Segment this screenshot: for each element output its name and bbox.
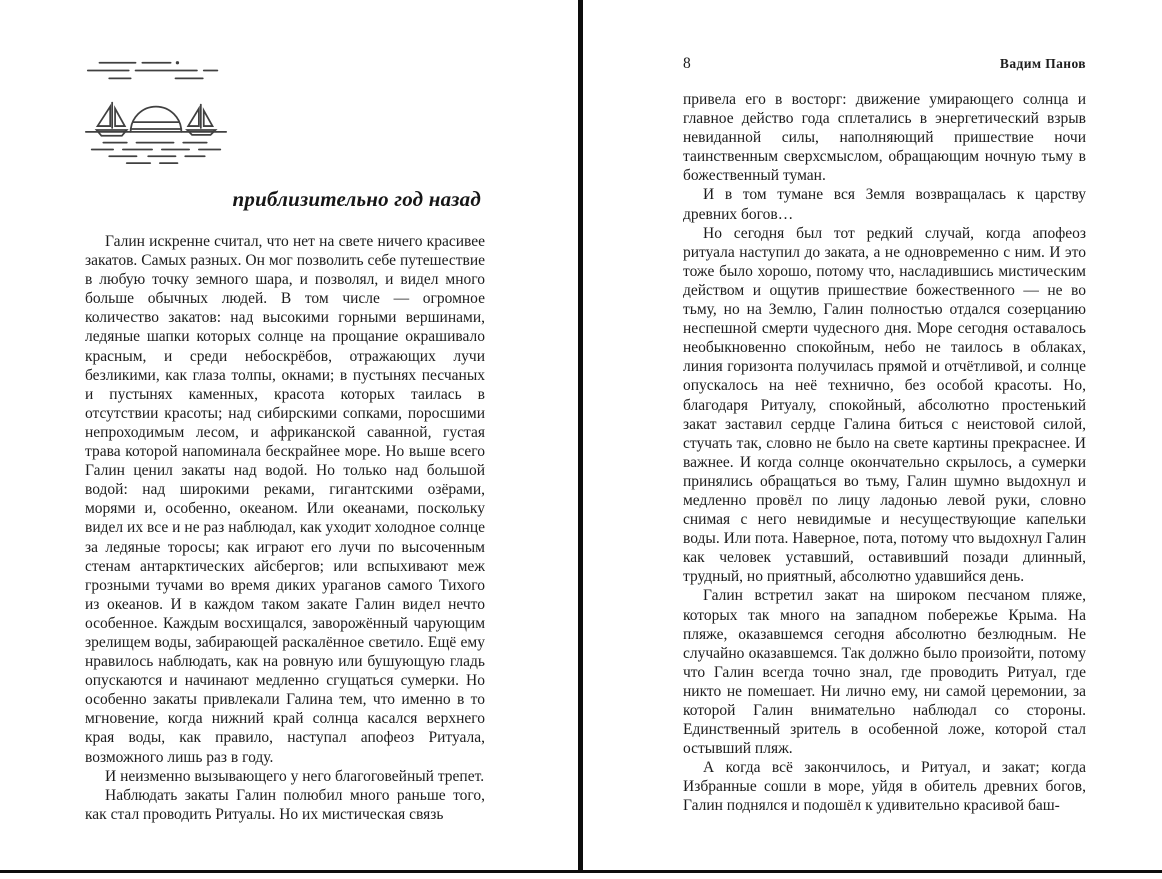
paragraph: Наблюдать закаты Галин полюбил много раньше того, как стал проводить Ритуалы. Но их мистическая связь — [85, 786, 485, 823]
paragraph: И в том тумане вся Земля возвращалась к царству древних богов… — [683, 186, 1086, 223]
left-page-body — [85, 232, 485, 824]
paragraph: Но сегодня был тот редкий случай, когда апофеоз ритуала наступил до заката, а не одновременно с ним. И это тоже было хорошо, потому что, насладившись мистическим действом и ощутив пришествие божественного — не во тьму, но на Землю, Галин полностью отдался созерцанию неспешной смерти чудесного дня. Море сегодня оставалось необыкновенно спокойным, небо не таилось в облаках, линия горизонта получилась прямой и отчётливой, и солнце опускалось на неё технично, без особой красоты. Но, благодаря Ритуалу, спокойный, абсолютно простенький закат заставил сердце Галина биться с неистовой силой, стучать так, словно не было на свете картины прекраснее. И важнее. И когда солнце окончательно скрылось, а сумерки принялись обращаться во тьму, Галин шумно выдохнул и медленно провёл по лицу ладонью левой руки, словно снимая с него невидимые и несуществующие капельки воды. Или пота. Наверное, пота, потому что выдохнул Галин как человек уставший, оставивший позади длинный, трудный, но приятный, абсолютно удавшийся день. — [683, 224, 1086, 586]
paragraph: Галин искренне считал, что нет на свете ничего красивее закатов. Самых разных. Он мог позволить себе путешествие в любую точку земного шара, и позволял, и видел много больше обычных людей. В том числе — огромное количество закатов: над высокими горными вершинами, ледяные шапки которых солнце на прощание окрашивало красным, и среди небоскрёбов, отражающих лучи безликими, как глаза толпы, окнами; в пустынях песчаных и пустынях каменных, красота которых таилась в отсутствии красоты; над сибирскими сопками, поросшими непроходимым лесом, и африканской саванной, густая трава которой напоминала бескрайнее море. Но выше всего Галин ценил закаты над водой. Но только над большой водой: над широкими реками, гигантскими озёрами, морями и, особенно, океаном. Или океанами, поскольку видел их все и не раз наблюдал, как уходит холодное солнце за ледяные торосы; как играют его лучи по высоченным стенам антарктических айсбергов; или вспыхивают меж грозными тучами во время диких ураганов самого Тихого из океанов. И в каждом таком закате Галин видел нечто особенное. Каждым восхищался, заворожённый чарующим зрелищем воды, забирающей раскалённое светило. Ещё ему нравилось наблюдать, как на ровную или бушующую гладь опускаются и начинают медленно сгущаться сумерки. Но особенно закаты привлекали Галина тем, что именно в то мгновение, когда нижний край солнца касался верхнего края воды, как правило, наступал апофеоз Ритуала, возможного лишь раз в году. — [85, 233, 485, 766]
page-left — [85, 0, 485, 824]
sunset-sailboats-illustration — [80, 52, 232, 167]
running-header — [683, 55, 1086, 73]
paragraph: А когда всё закончилось, и Ритуал, и закат; когда Избранные сошли в море, уйдя в обитель древних богов, Галин поднялся и подошёл к удивительно красивой баш- — [683, 759, 1086, 815]
page-divider — [578, 0, 583, 871]
chapter-title: приблизительно год назад — [232, 187, 481, 211]
paragraph: привела его в восторг: движение умирающего солнца и главное действо года сплетались в энергетический взрыв невиданной силы, наполняющий пришествие ночи таинственным сверхсмыслом, обращающим ночную тьму в божественный туман. — [683, 91, 1086, 185]
paragraph: И неизменно вызывающего у него благоговейный трепет. — [105, 767, 485, 785]
bottom-rule — [0, 870, 1162, 873]
right-page-body — [683, 90, 1086, 816]
running-head-author: Вадим Панов — [999, 56, 1086, 71]
page-right — [683, 0, 1086, 816]
paragraph: Галин встретил закат на широком песчаном пляже, которых так много на западном побережье Крыма. На пляже, оказавшемся сегодня абсолютно безлюдным. Не случайно оказавшемся. Так должно было произойти, потому что Галин всегда точно знал, где проводить Ритуал, где никто не помешает. Ни лично ему, ни самой церемонии, за которой Галин внимательно наблюдал со стороны. Единственный зритель в особенной ложе, которой стал остывший пляж. — [683, 587, 1086, 758]
page-number: 8 — [683, 55, 691, 72]
